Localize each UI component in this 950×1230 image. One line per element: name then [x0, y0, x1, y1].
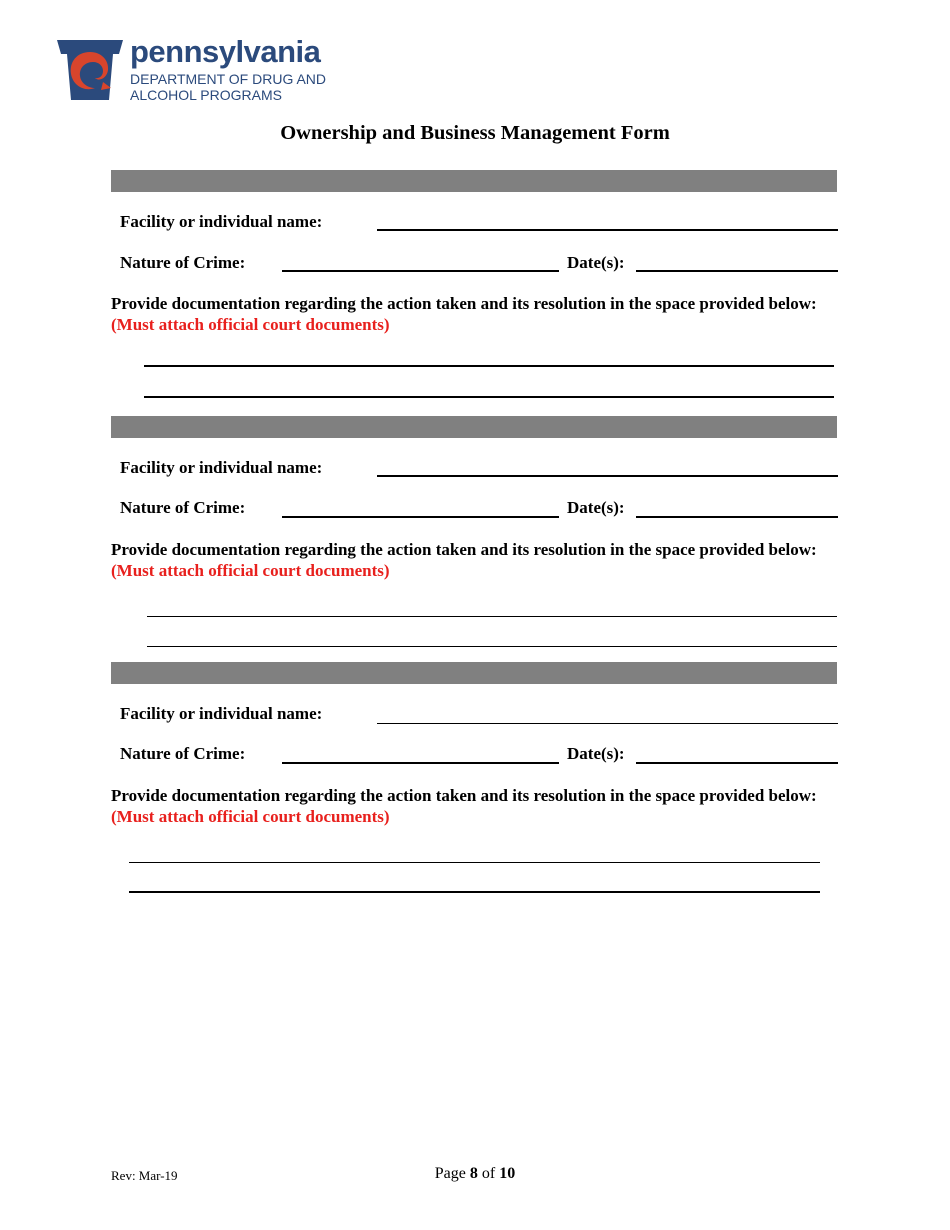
crime-input-3[interactable]	[282, 762, 559, 764]
page-title: Ownership and Business Management Form	[280, 122, 670, 144]
logo-dept-line2: ALCOHOL PROGRAMS	[130, 87, 282, 103]
documentation-line-1b[interactable]	[144, 396, 834, 398]
documentation-line-2a[interactable]	[147, 616, 837, 617]
section-band-2	[111, 416, 837, 438]
page-word: Page	[434, 1165, 466, 1182]
court-docs-note-1: (Must attach official court documents)	[111, 315, 390, 334]
facility-label-3: Facility or individual name:	[120, 704, 323, 723]
dates-label-3: Date(s):	[567, 744, 625, 763]
page-of: of	[481, 1165, 496, 1182]
dates-input-3[interactable]	[636, 762, 838, 764]
facility-input-1[interactable]	[377, 229, 838, 231]
court-docs-note-2: (Must attach official court documents)	[111, 561, 390, 580]
facility-input-3[interactable]	[377, 723, 838, 724]
documentation-prompt-2	[111, 539, 851, 581]
crime-label-2: Nature of Crime:	[120, 498, 246, 517]
dates-input-1[interactable]	[636, 270, 838, 272]
crime-input-2[interactable]	[282, 516, 559, 518]
revision-label: Rev: Mar-19	[111, 1168, 178, 1183]
prompt-text-1: Provide documentation regarding the action taken and its resolution in the space provided below:	[111, 294, 817, 313]
dates-label-2: Date(s):	[567, 498, 625, 517]
documentation-prompt-1	[111, 293, 851, 335]
logo-department	[130, 71, 326, 103]
facility-input-2[interactable]	[377, 475, 838, 477]
facility-label-1: Facility or individual name:	[120, 212, 323, 231]
section-band-1	[111, 170, 837, 192]
documentation-line-3a[interactable]	[129, 862, 820, 863]
documentation-prompt-3	[111, 785, 851, 827]
dates-input-2[interactable]	[636, 516, 838, 518]
crime-label-1: Nature of Crime:	[120, 253, 246, 272]
documentation-line-3b[interactable]	[129, 891, 820, 893]
prompt-text-3: Provide documentation regarding the action taken and its resolution in the space provided below:	[111, 786, 817, 805]
prompt-text-2: Provide documentation regarding the action taken and its resolution in the space provided below:	[111, 540, 817, 559]
facility-label-2: Facility or individual name:	[120, 458, 323, 477]
documentation-line-2b[interactable]	[147, 646, 837, 647]
page-current: 8	[469, 1165, 478, 1182]
keystone-logo-icon	[55, 38, 125, 102]
documentation-line-1a[interactable]	[144, 365, 834, 367]
page-total: 10	[499, 1165, 516, 1182]
dates-label-1: Date(s):	[567, 253, 625, 272]
logo-dept-line1: DEPARTMENT OF DRUG AND	[130, 71, 327, 87]
court-docs-note-3: (Must attach official court documents)	[111, 807, 390, 826]
section-band-3	[111, 662, 837, 684]
crime-label-3: Nature of Crime:	[120, 744, 246, 763]
logo-wordmark: pennsylvania	[130, 34, 321, 69]
crime-input-1[interactable]	[282, 270, 559, 272]
page-number	[0, 1165, 950, 1183]
